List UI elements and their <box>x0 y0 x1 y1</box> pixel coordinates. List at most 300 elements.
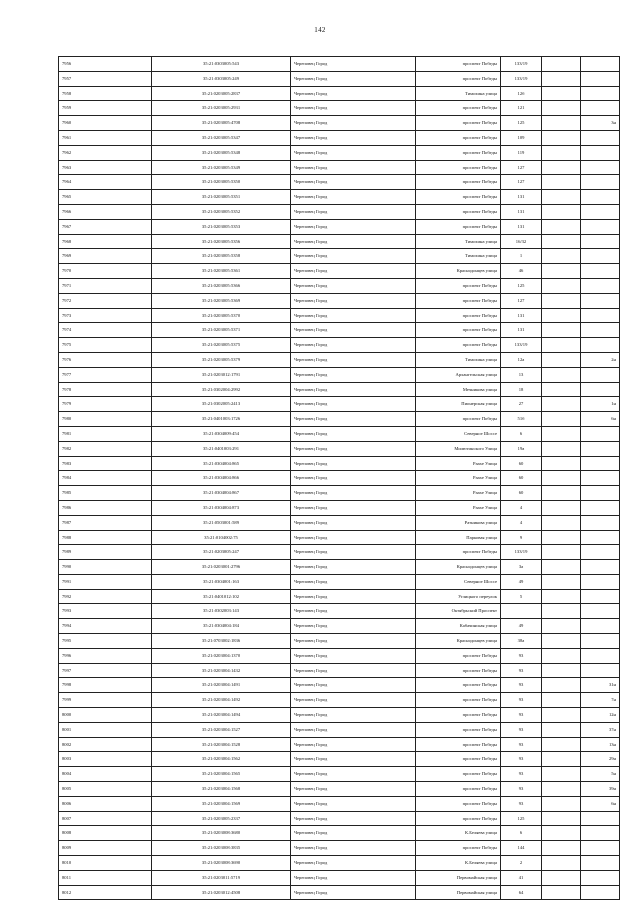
cell-house: 144 <box>501 841 542 856</box>
cell-house: 60 <box>501 486 542 501</box>
cell-premises: 1н <box>581 397 620 412</box>
cell-record-number: 7956 <box>59 57 152 72</box>
table-row <box>59 116 620 131</box>
cell-premises <box>581 885 620 900</box>
cell-empty <box>542 530 581 545</box>
cell-town: Череповец Город <box>291 293 416 308</box>
cell-cadastral-number: 35:21:0203001:2796 <box>152 560 291 575</box>
cell-house: 12а <box>501 352 542 367</box>
cell-premises <box>581 604 620 619</box>
cell-town: Череповец Город <box>291 826 416 841</box>
cell-empty <box>542 382 581 397</box>
table-row <box>59 693 620 708</box>
cell-premises <box>581 71 620 86</box>
cell-cadastral-number: 35:21:0203004:1527 <box>152 722 291 737</box>
cell-empty <box>542 101 581 116</box>
cell-house: 27 <box>501 397 542 412</box>
cell-house: 93 <box>501 752 542 767</box>
cell-street: проспект Победы <box>416 678 501 693</box>
cell-town: Череповец Город <box>291 737 416 752</box>
cell-house: 64 <box>501 885 542 900</box>
cell-town: Череповец Город <box>291 367 416 382</box>
cell-cadastral-number: 35:21:0203005:5370 <box>152 308 291 323</box>
cell-record-number: 7960 <box>59 116 152 131</box>
cell-empty <box>542 604 581 619</box>
cell-street: проспект Победы <box>416 71 501 86</box>
table-row <box>59 264 620 279</box>
cell-empty <box>542 160 581 175</box>
cell-premises <box>581 160 620 175</box>
cell-empty <box>542 86 581 101</box>
cell-house: 12б <box>501 86 542 101</box>
cell-cadastral-number: 35:21:0304004:184 <box>152 619 291 634</box>
cell-cadastral-number: 35:21:0203005:2837 <box>152 86 291 101</box>
cell-premises <box>581 648 620 663</box>
cell-premises <box>581 856 620 871</box>
registry-table <box>58 56 620 900</box>
cell-premises <box>581 811 620 826</box>
cell-town: Череповец Город <box>291 190 416 205</box>
cell-cadastral-number: 35:21:0401003:1726 <box>152 412 291 427</box>
cell-record-number: 7969 <box>59 249 152 264</box>
cell-house: 125 <box>501 811 542 826</box>
cell-cadastral-number: 35:21:0203004:1565 <box>152 767 291 782</box>
cell-empty <box>542 885 581 900</box>
cell-empty <box>542 426 581 441</box>
cell-empty <box>542 471 581 486</box>
cell-cadastral-number: 35:21:0203008:3835 <box>152 841 291 856</box>
table-row <box>59 323 620 338</box>
cell-cadastral-number: 35:21:0304001:163 <box>152 574 291 589</box>
cell-premises: 39н <box>581 782 620 797</box>
cell-street: Тимохина улица <box>416 249 501 264</box>
cell-street: проспект Победы <box>416 145 501 160</box>
cell-empty <box>542 293 581 308</box>
table-row <box>59 574 620 589</box>
cell-house <box>501 604 542 619</box>
cell-street: проспект Победы <box>416 57 501 72</box>
cell-cadastral-number: 35:21:0304004:867 <box>152 486 291 501</box>
cell-record-number: 7961 <box>59 130 152 145</box>
table-row <box>59 885 620 900</box>
cell-empty <box>542 338 581 353</box>
cell-town: Череповец Город <box>291 338 416 353</box>
cell-cadastral-number: 35:21:0503001:589 <box>152 515 291 530</box>
cell-street: проспект Победы <box>416 663 501 678</box>
cell-premises <box>581 86 620 101</box>
cell-empty <box>542 130 581 145</box>
table-row <box>59 293 620 308</box>
table-row <box>59 604 620 619</box>
cell-premises: 37н <box>581 722 620 737</box>
cell-house: 121 <box>501 101 542 116</box>
cell-premises <box>581 574 620 589</box>
cell-premises <box>581 190 620 205</box>
cell-street: проспект Победы <box>416 796 501 811</box>
cell-premises <box>581 870 620 885</box>
cell-town: Череповец Город <box>291 752 416 767</box>
table-row <box>59 500 620 515</box>
cell-empty <box>542 545 581 560</box>
cell-house: 1 <box>501 249 542 264</box>
cell-house: 133/19 <box>501 57 542 72</box>
registry-table-body <box>59 57 620 900</box>
table-row <box>59 397 620 412</box>
cell-cadastral-number: 35:21:0203005:5352 <box>152 204 291 219</box>
cell-record-number: 7992 <box>59 589 152 604</box>
cell-premises <box>581 663 620 678</box>
cell-street: проспект Победы <box>416 693 501 708</box>
cell-town: Череповец Город <box>291 308 416 323</box>
table-row <box>59 841 620 856</box>
table-row <box>59 190 620 205</box>
cell-record-number: 7976 <box>59 352 152 367</box>
cell-empty <box>542 323 581 338</box>
cell-street: проспект Победы <box>416 130 501 145</box>
cell-town: Череповец Город <box>291 500 416 515</box>
table-row <box>59 648 620 663</box>
cell-town: Череповец Город <box>291 323 416 338</box>
cell-empty <box>542 500 581 515</box>
cell-street: проспект Победы <box>416 782 501 797</box>
table-row <box>59 634 620 649</box>
cell-house: 38а <box>501 634 542 649</box>
cell-premises <box>581 204 620 219</box>
cell-record-number: 7990 <box>59 560 152 575</box>
cell-house: 133/19 <box>501 338 542 353</box>
cell-street: Углицкого переулок <box>416 589 501 604</box>
cell-cadastral-number: 35:21:0203005:5349 <box>152 160 291 175</box>
table-row <box>59 57 620 72</box>
cell-record-number: 7973 <box>59 308 152 323</box>
table-row <box>59 338 620 353</box>
table-row <box>59 560 620 575</box>
table-row <box>59 589 620 604</box>
cell-cadastral-number: 35:21:0401003:291 <box>152 441 291 456</box>
cell-premises <box>581 293 620 308</box>
cell-street: Первомайская улица <box>416 885 501 900</box>
cell-empty <box>542 249 581 264</box>
cell-premises <box>581 57 620 72</box>
cell-empty <box>542 515 581 530</box>
table-row <box>59 426 620 441</box>
cell-premises <box>581 841 620 856</box>
table-row <box>59 249 620 264</box>
cell-cadastral-number: 35:21:0203012:1791 <box>152 367 291 382</box>
cell-street: Тимохина улица <box>416 86 501 101</box>
cell-street: проспект Победы <box>416 219 501 234</box>
cell-house: 133/19 <box>501 71 542 86</box>
cell-town: Череповец Город <box>291 782 416 797</box>
cell-house: 131 <box>501 323 542 338</box>
cell-street: Мечникова улица <box>416 382 501 397</box>
cell-record-number: 7970 <box>59 264 152 279</box>
cell-town: Череповец Город <box>291 619 416 634</box>
cell-street: Тимохина улица <box>416 352 501 367</box>
cell-cadastral-number: 35:21:0203005:5361 <box>152 264 291 279</box>
cell-premises <box>581 145 620 160</box>
cell-town: Череповец Город <box>291 856 416 871</box>
cell-cadastral-number: 35:21:0203005:5366 <box>152 278 291 293</box>
cell-record-number: 7958 <box>59 86 152 101</box>
table-row <box>59 71 620 86</box>
cell-town: Череповец Город <box>291 352 416 367</box>
cell-street: проспект Победы <box>416 545 501 560</box>
cell-house: 127 <box>501 175 542 190</box>
table-row <box>59 352 620 367</box>
cell-empty <box>542 71 581 86</box>
cell-record-number: 7991 <box>59 574 152 589</box>
cell-street: Раахе Улица <box>416 456 501 471</box>
cell-cadastral-number: 35:21:0303005:543 <box>152 57 291 72</box>
cell-cadastral-number: 35:21:0203005:5350 <box>152 175 291 190</box>
table-row <box>59 86 620 101</box>
cell-town: Череповец Город <box>291 515 416 530</box>
cell-record-number: 7983 <box>59 456 152 471</box>
cell-record-number: 8011 <box>59 870 152 885</box>
cell-house: 3а <box>501 560 542 575</box>
cell-record-number: 7981 <box>59 426 152 441</box>
cell-house: 131 <box>501 308 542 323</box>
table-row <box>59 456 620 471</box>
cell-premises <box>581 530 620 545</box>
cell-town: Череповец Город <box>291 264 416 279</box>
cell-town: Череповец Город <box>291 663 416 678</box>
cell-cadastral-number: 35:21:0203004:1568 <box>152 782 291 797</box>
table-row <box>59 619 620 634</box>
table-row <box>59 204 620 219</box>
cell-record-number: 7971 <box>59 278 152 293</box>
cell-premises <box>581 619 620 634</box>
cell-premises: 7н <box>581 693 620 708</box>
cell-empty <box>542 619 581 634</box>
table-row <box>59 515 620 530</box>
cell-empty <box>542 486 581 501</box>
cell-empty <box>542 752 581 767</box>
cell-town: Череповец Город <box>291 175 416 190</box>
cell-house: 49 <box>501 619 542 634</box>
cell-street: проспект Победы <box>416 752 501 767</box>
cell-empty <box>542 234 581 249</box>
cell-premises <box>581 486 620 501</box>
table-row <box>59 219 620 234</box>
cell-empty <box>542 308 581 323</box>
cell-house: 127 <box>501 293 542 308</box>
cell-house: 93 <box>501 722 542 737</box>
cell-premises <box>581 456 620 471</box>
cell-house: 19а <box>501 441 542 456</box>
table-row <box>59 130 620 145</box>
cell-house: 131 <box>501 190 542 205</box>
cell-record-number: 7963 <box>59 160 152 175</box>
cell-street: Тимохина улица <box>416 234 501 249</box>
cell-empty <box>542 204 581 219</box>
table-row <box>59 545 620 560</box>
cell-cadastral-number: 35:21:0304004:865 <box>152 456 291 471</box>
cell-street: проспект Победы <box>416 338 501 353</box>
cell-record-number: 8009 <box>59 841 152 856</box>
cell-record-number: 8005 <box>59 782 152 797</box>
cell-town: Череповец Город <box>291 693 416 708</box>
cell-record-number: 7964 <box>59 175 152 190</box>
cell-premises <box>581 278 620 293</box>
cell-record-number: 7968 <box>59 234 152 249</box>
cell-cadastral-number: 35:21:0104002:75 <box>152 530 291 545</box>
cell-house: 93 <box>501 648 542 663</box>
cell-cadastral-number: 35:21:0203005:5358 <box>152 249 291 264</box>
cell-empty <box>542 397 581 412</box>
page-number: 142 <box>314 26 326 34</box>
cell-town: Череповец Город <box>291 634 416 649</box>
cell-empty <box>542 219 581 234</box>
table-row <box>59 782 620 797</box>
cell-cadastral-number: 35:21:0203004:1569 <box>152 796 291 811</box>
cell-record-number: 7993 <box>59 604 152 619</box>
cell-street: Северное Шоссе <box>416 574 501 589</box>
cell-premises: 2н <box>581 352 620 367</box>
cell-town: Череповец Город <box>291 722 416 737</box>
cell-premises <box>581 130 620 145</box>
cell-empty <box>542 574 581 589</box>
cell-street: Раахе Улица <box>416 486 501 501</box>
cell-empty <box>542 796 581 811</box>
cell-house: 46 <box>501 264 542 279</box>
table-row <box>59 101 620 116</box>
cell-street: проспект Победы <box>416 323 501 338</box>
cell-record-number: 7966 <box>59 204 152 219</box>
cell-record-number: 7997 <box>59 663 152 678</box>
table-row <box>59 145 620 160</box>
cell-cadastral-number: 35:21:0304004:866 <box>152 471 291 486</box>
cell-town: Череповец Город <box>291 545 416 560</box>
cell-town: Череповец Город <box>291 708 416 723</box>
table-row <box>59 722 620 737</box>
cell-premises: 12н <box>581 708 620 723</box>
cell-record-number: 7979 <box>59 397 152 412</box>
cell-house: 125 <box>501 278 542 293</box>
cell-empty <box>542 856 581 871</box>
cell-premises <box>581 101 620 116</box>
cell-street: проспект Победы <box>416 101 501 116</box>
cell-town: Череповец Город <box>291 870 416 885</box>
cell-town: Череповец Город <box>291 382 416 397</box>
cell-street: проспект Победы <box>416 412 501 427</box>
cell-empty <box>542 708 581 723</box>
cell-town: Череповец Город <box>291 841 416 856</box>
cell-premises <box>581 175 620 190</box>
cell-record-number: 7984 <box>59 471 152 486</box>
cell-town: Череповец Город <box>291 397 416 412</box>
cell-street: проспект Победы <box>416 278 501 293</box>
cell-town: Череповец Город <box>291 441 416 456</box>
cell-town: Череповец Город <box>291 86 416 101</box>
cell-premises <box>581 264 620 279</box>
cell-street: Ратникова улица <box>416 515 501 530</box>
cell-town: Череповец Город <box>291 204 416 219</box>
cell-house: 60 <box>501 456 542 471</box>
cell-cadastral-number: 35:21:0203004:1492 <box>152 693 291 708</box>
cell-street: проспект Победы <box>416 116 501 131</box>
cell-street: Северное Шоссе <box>416 426 501 441</box>
cell-town: Череповец Город <box>291 219 416 234</box>
cell-premises <box>581 560 620 575</box>
cell-cadastral-number: 35:21:0302005:2413 <box>152 397 291 412</box>
cell-premises <box>581 426 620 441</box>
table-row <box>59 811 620 826</box>
cell-cadastral-number: 35:21:0203004:1491 <box>152 678 291 693</box>
cell-cadastral-number: 35:21:0203005:2337 <box>152 811 291 826</box>
cell-empty <box>542 57 581 72</box>
cell-empty <box>542 663 581 678</box>
cell-premises <box>581 308 620 323</box>
cell-town: Череповец Город <box>291 811 416 826</box>
cell-premises: 3н <box>581 116 620 131</box>
cell-cadastral-number: 35:21:0203005:5353 <box>152 219 291 234</box>
cell-record-number: 8012 <box>59 885 152 900</box>
cell-cadastral-number: 35:21:0203005:5369 <box>152 293 291 308</box>
table-row <box>59 367 620 382</box>
table-row <box>59 678 620 693</box>
cell-empty <box>542 367 581 382</box>
cell-street: проспект Победы <box>416 708 501 723</box>
cell-record-number: 7994 <box>59 619 152 634</box>
cell-street: проспект Победы <box>416 841 501 856</box>
cell-cadastral-number: 35:21:0304004:873 <box>152 500 291 515</box>
cell-town: Череповец Город <box>291 71 416 86</box>
table-row <box>59 530 620 545</box>
cell-house: 131 <box>501 204 542 219</box>
cell-street: проспект Победы <box>416 767 501 782</box>
cell-cadastral-number: 35:21:0203012:4508 <box>152 885 291 900</box>
cell-street: Первомайская улица <box>416 870 501 885</box>
cell-house: 93 <box>501 708 542 723</box>
cell-empty <box>542 441 581 456</box>
cell-street: Раахе Улица <box>416 500 501 515</box>
cell-record-number: 7996 <box>59 648 152 663</box>
cell-empty <box>542 693 581 708</box>
table-row <box>59 441 620 456</box>
cell-empty <box>542 278 581 293</box>
cell-premises <box>581 382 620 397</box>
table-row <box>59 752 620 767</box>
table-row <box>59 471 620 486</box>
table-row <box>59 826 620 841</box>
cell-street: проспект Победы <box>416 722 501 737</box>
cell-cadastral-number: 35:21:0203008:3690 <box>152 856 291 871</box>
cell-record-number: 7988 <box>59 530 152 545</box>
cell-street: проспект Победы <box>416 160 501 175</box>
cell-empty <box>542 175 581 190</box>
cell-cadastral-number: 35:21:0203008:3680 <box>152 826 291 841</box>
cell-empty <box>542 782 581 797</box>
cell-town: Череповец Город <box>291 796 416 811</box>
cell-street: проспект Победы <box>416 648 501 663</box>
cell-premises <box>581 234 620 249</box>
cell-record-number: 7980 <box>59 412 152 427</box>
cell-record-number: 8007 <box>59 811 152 826</box>
cell-street: Раахе Улица <box>416 471 501 486</box>
cell-premises <box>581 323 620 338</box>
cell-street: проспект Победы <box>416 190 501 205</box>
cell-record-number: 8000 <box>59 708 152 723</box>
cell-empty <box>542 841 581 856</box>
cell-premises <box>581 826 620 841</box>
cell-street: проспект Победы <box>416 175 501 190</box>
cell-record-number: 8010 <box>59 856 152 871</box>
cell-empty <box>542 870 581 885</box>
cell-record-number: 8003 <box>59 752 152 767</box>
cell-cadastral-number: 35:21:0203005:2931 <box>152 101 291 116</box>
